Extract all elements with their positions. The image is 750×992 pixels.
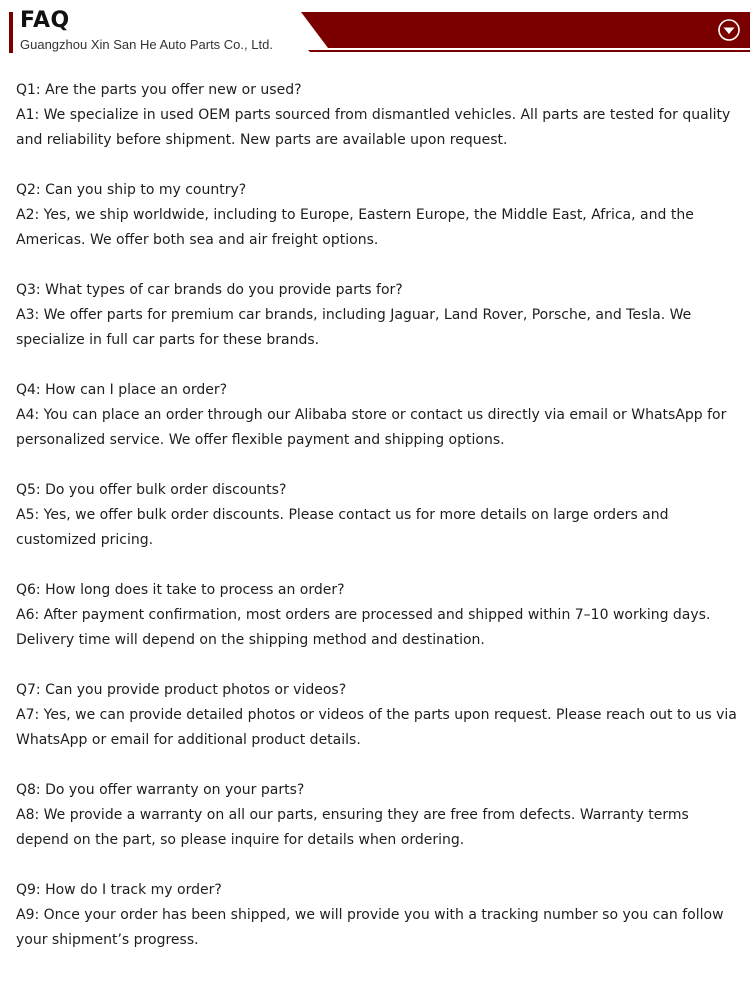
faq-header bbox=[0, 0, 750, 60]
faq-item bbox=[16, 578, 742, 653]
faq-answer: A8: We provide a warranty on all our parts, ensuring they are free from defects. Warranty terms depend on the part, so please inquire for details when ordering. bbox=[16, 807, 689, 848]
faq-item bbox=[16, 378, 742, 453]
faq-question: Q6: How long does it take to process an order? bbox=[16, 582, 345, 598]
chevron-down-circle-icon[interactable] bbox=[717, 18, 741, 42]
header-accent-bar bbox=[9, 12, 13, 53]
faq-answer: A9: Once your order has been shipped, we will provide you with a tracking number so you can follow your shipment’s progress. bbox=[16, 907, 724, 948]
faq-item bbox=[16, 278, 742, 353]
page-title: FAQ bbox=[20, 8, 70, 33]
faq-answer: A3: We offer parts for premium car brands, including Jaguar, Land Rover, Porsche, and Tesla. We specialize in full car parts for these brands. bbox=[16, 307, 692, 348]
faq-answer: A1: We specialize in used OEM parts sourced from dismantled vehicles. All parts are tested for quality and reliability before shipment. New parts are available upon request. bbox=[16, 107, 731, 148]
faq-item bbox=[16, 178, 742, 253]
faq-answer: A5: Yes, we offer bulk order discounts. Please contact us for more details on large orders and customized pricing. bbox=[16, 507, 669, 548]
faq-answer: A6: After payment confirmation, most orders are processed and shipped within 7–10 working days. Delivery time will depend on the shipping method and destination. bbox=[16, 607, 711, 648]
faq-question: Q5: Do you offer bulk order discounts? bbox=[16, 482, 287, 498]
faq-item bbox=[16, 678, 742, 753]
faq-question: Q7: Can you provide product photos or videos? bbox=[16, 682, 347, 698]
faq-question: Q8: Do you offer warranty on your parts? bbox=[16, 782, 305, 798]
faq-list bbox=[16, 78, 742, 978]
faq-item bbox=[16, 878, 742, 953]
faq-question: Q9: How do I track my order? bbox=[16, 882, 222, 898]
faq-item bbox=[16, 78, 742, 153]
faq-question: Q2: Can you ship to my country? bbox=[16, 182, 247, 198]
faq-item bbox=[16, 478, 742, 553]
faq-question: Q3: What types of car brands do you provide parts for? bbox=[16, 282, 403, 298]
company-name: Guangzhou Xin San He Auto Parts Co., Ltd. bbox=[20, 37, 273, 52]
faq-question: Q1: Are the parts you offer new or used? bbox=[16, 82, 302, 98]
faq-answer: A4: You can place an order through our Alibaba store or contact us directly via email or WhatsApp for personalized service. We offer flexible payment and shipping options. bbox=[16, 407, 727, 448]
faq-answer: A7: Yes, we can provide detailed photos or videos of the parts upon request. Please reach out to us via WhatsApp or email for additional product details. bbox=[16, 707, 737, 748]
faq-question: Q4: How can I place an order? bbox=[16, 382, 228, 398]
faq-answer: A2: Yes, we ship worldwide, including to Europe, Eastern Europe, the Middle East, Africa, and the Americas. We offer both sea and air freight options. bbox=[16, 207, 694, 248]
faq-item bbox=[16, 778, 742, 853]
